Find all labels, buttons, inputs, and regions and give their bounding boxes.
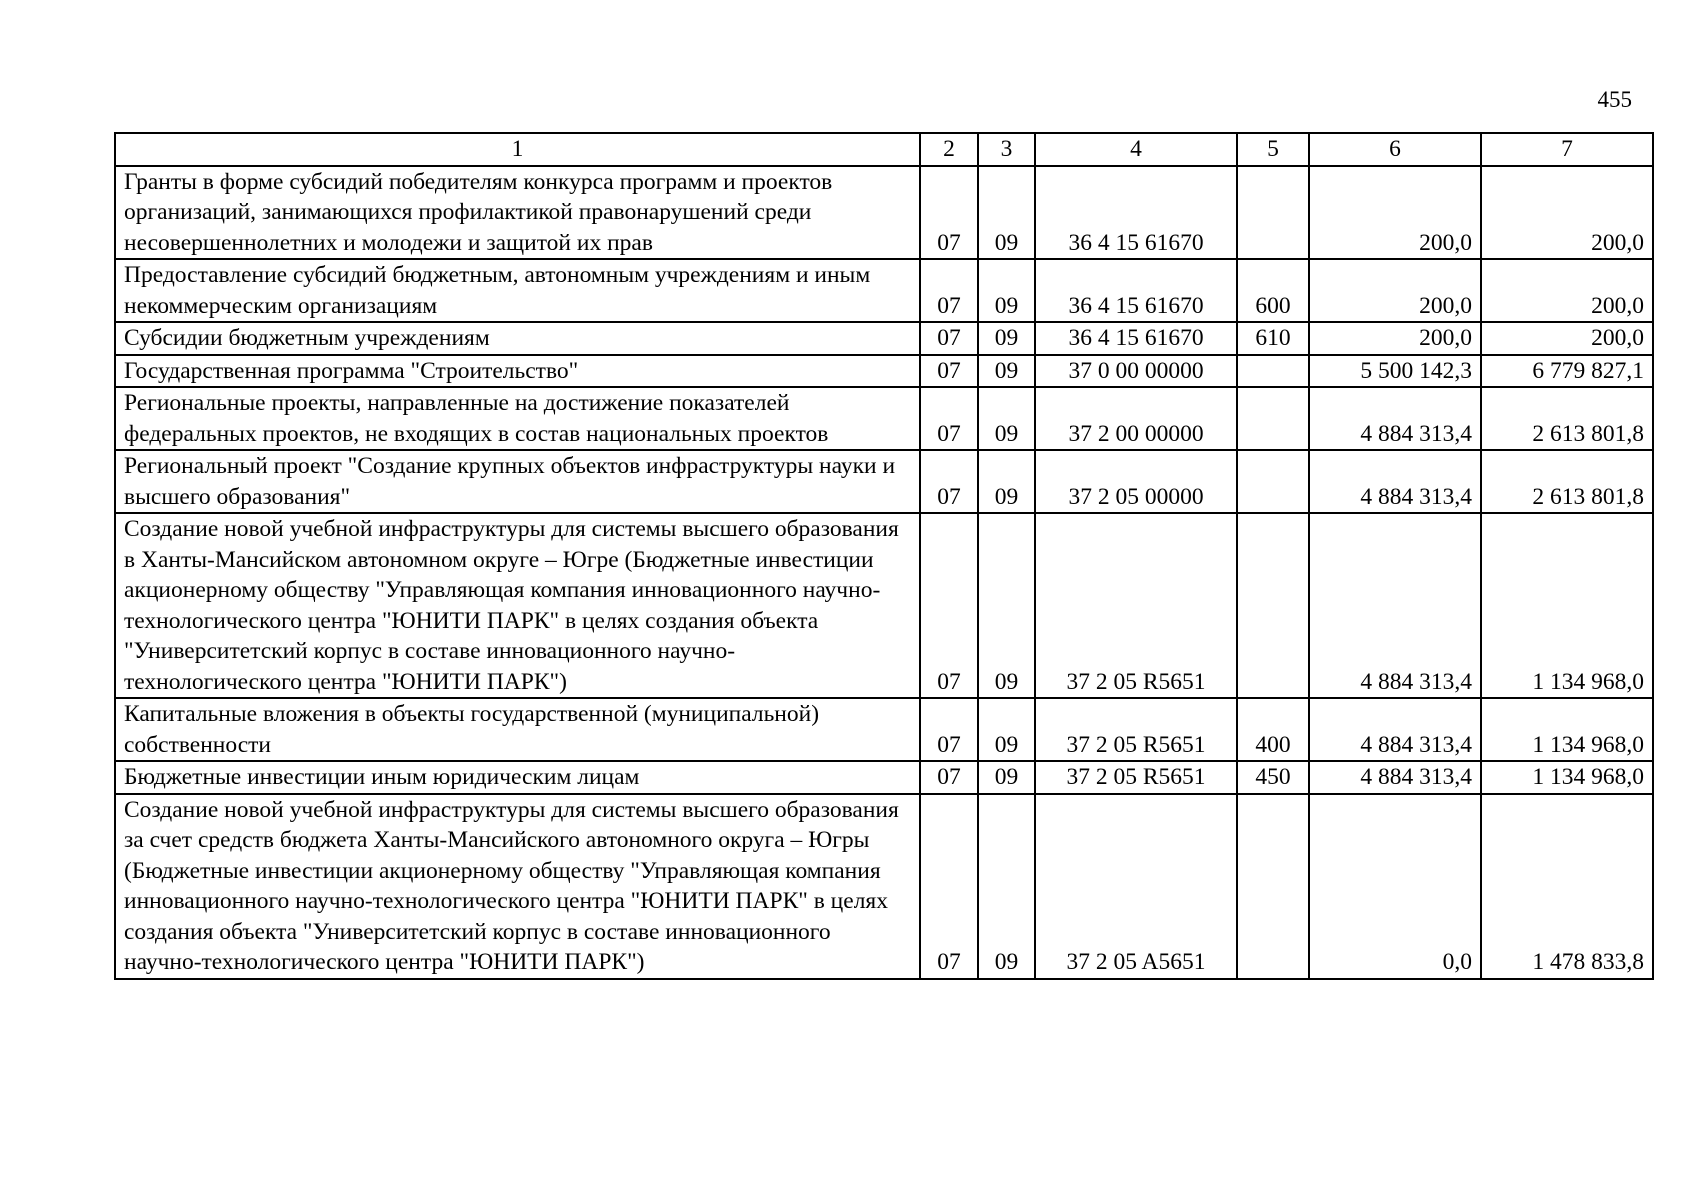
row-amount-2-cell: 6 779 827,1 [1481,355,1653,388]
table-row [115,450,1653,513]
table-row [115,355,1653,388]
row-amount-1-cell: 200,0 [1309,166,1481,260]
row-expense-type-cell [1237,794,1309,979]
column-header: 3 [978,133,1035,166]
row-amount-1-cell: 4 884 313,4 [1309,513,1481,698]
row-section-cell: 07 [920,387,978,450]
row-target-article-cell: 37 2 05 A5651 [1035,794,1237,979]
row-subsection-cell: 09 [978,794,1035,979]
row-section-cell: 07 [920,166,978,260]
header-row [115,133,1653,166]
table-row [115,794,1653,979]
table-row [115,259,1653,322]
column-header: 4 [1035,133,1237,166]
row-amount-1-cell: 200,0 [1309,322,1481,355]
row-subsection-cell: 09 [978,450,1035,513]
table-row [115,387,1653,450]
row-amount-2-cell: 2 613 801,8 [1481,450,1653,513]
row-expense-type-cell [1237,166,1309,260]
row-target-article-cell: 36 4 15 61670 [1035,322,1237,355]
row-expense-type-cell [1237,355,1309,388]
row-target-article-cell: 37 2 05 R5651 [1035,761,1237,794]
row-amount-2-cell: 200,0 [1481,259,1653,322]
row-amount-2-cell: 1 134 968,0 [1481,698,1653,761]
row-section-cell: 07 [920,355,978,388]
row-amount-1-cell: 0,0 [1309,794,1481,979]
column-header: 6 [1309,133,1481,166]
row-name-cell: Бюджетные инвестиции иным юридическим лицам [115,761,920,794]
row-amount-1-cell: 4 884 313,4 [1309,761,1481,794]
row-subsection-cell: 09 [978,355,1035,388]
column-header: 1 [115,133,920,166]
row-name-cell: Региональный проект "Создание крупных объектов инфраструктуры науки и высшего образования" [115,450,920,513]
row-section-cell: 07 [920,322,978,355]
row-expense-type-cell [1237,387,1309,450]
row-subsection-cell: 09 [978,322,1035,355]
row-amount-2-cell: 200,0 [1481,322,1653,355]
row-expense-type-cell: 400 [1237,698,1309,761]
row-target-article-cell: 37 2 05 R5651 [1035,698,1237,761]
budget-table [114,132,1654,980]
row-section-cell: 07 [920,513,978,698]
row-target-article-cell: 37 2 05 R5651 [1035,513,1237,698]
row-name-cell: Создание новой учебной инфраструктуры для системы высшего образования за счет средств бюджета Ханты-Мансийского автономного округа – Югры (Бюджетные инвестиции акционерному обществу "Управляющая компания инновационного научно-технологического центра "ЮНИТИ ПАРК" в целях создания объекта "Университетский корпус в составе инновационного научно-технологического центра "ЮНИТИ ПАРК") [115,794,920,979]
row-name-cell: Региональные проекты, направленные на достижение показателей федеральных проектов, не входящих в состав национальных проектов [115,387,920,450]
row-target-article-cell: 37 2 00 00000 [1035,387,1237,450]
row-subsection-cell: 09 [978,259,1035,322]
row-section-cell: 07 [920,450,978,513]
table-row [115,166,1653,260]
column-header: 7 [1481,133,1653,166]
row-section-cell: 07 [920,761,978,794]
column-header: 5 [1237,133,1309,166]
row-section-cell: 07 [920,698,978,761]
row-target-article-cell: 36 4 15 61670 [1035,259,1237,322]
row-name-cell: Государственная программа "Строительство" [115,355,920,388]
row-name-cell: Гранты в форме субсидий победителям конкурса программ и проектов организаций, занимающихся профилактикой правонарушений среди несовершеннолетних и молодежи и защитой их прав [115,166,920,260]
row-subsection-cell: 09 [978,166,1035,260]
row-amount-1-cell: 5 500 142,3 [1309,355,1481,388]
row-amount-2-cell: 1 134 968,0 [1481,761,1653,794]
row-name-cell: Предоставление субсидий бюджетным, автономным учреждениям и иным некоммерческим организациям [115,259,920,322]
row-amount-1-cell: 4 884 313,4 [1309,698,1481,761]
row-target-article-cell: 37 0 00 00000 [1035,355,1237,388]
row-amount-1-cell: 4 884 313,4 [1309,450,1481,513]
row-amount-2-cell: 200,0 [1481,166,1653,260]
row-expense-type-cell: 600 [1237,259,1309,322]
row-amount-2-cell: 1 478 833,8 [1481,794,1653,979]
row-amount-2-cell: 2 613 801,8 [1481,387,1653,450]
row-name-cell: Капитальные вложения в объекты государственной (муниципальной) собственности [115,698,920,761]
row-expense-type-cell [1237,513,1309,698]
row-subsection-cell: 09 [978,387,1035,450]
row-expense-type-cell: 450 [1237,761,1309,794]
table-row [115,698,1653,761]
row-amount-2-cell: 1 134 968,0 [1481,513,1653,698]
row-target-article-cell: 37 2 05 00000 [1035,450,1237,513]
row-subsection-cell: 09 [978,761,1035,794]
row-amount-1-cell: 4 884 313,4 [1309,387,1481,450]
table-row [115,322,1653,355]
table-row [115,513,1653,698]
table-body [115,166,1653,979]
row-expense-type-cell: 610 [1237,322,1309,355]
row-name-cell: Создание новой учебной инфраструктуры для системы высшего образования в Ханты-Мансийском автономном округе – Югре (Бюджетные инвестиции акционерному обществу "Управляющая компания инновационного научно-технологического центра "ЮНИТИ ПАРК" в целях создания объекта "Университетский корпус в составе инновационного научно-технологического центра "ЮНИТИ ПАРК") [115,513,920,698]
row-subsection-cell: 09 [978,513,1035,698]
row-amount-1-cell: 200,0 [1309,259,1481,322]
table-row [115,761,1653,794]
row-subsection-cell: 09 [978,698,1035,761]
row-expense-type-cell [1237,450,1309,513]
column-header: 2 [920,133,978,166]
row-name-cell: Субсидии бюджетным учреждениям [115,322,920,355]
row-section-cell: 07 [920,794,978,979]
row-section-cell: 07 [920,259,978,322]
row-target-article-cell: 36 4 15 61670 [1035,166,1237,260]
page-number: 455 [1597,87,1632,112]
